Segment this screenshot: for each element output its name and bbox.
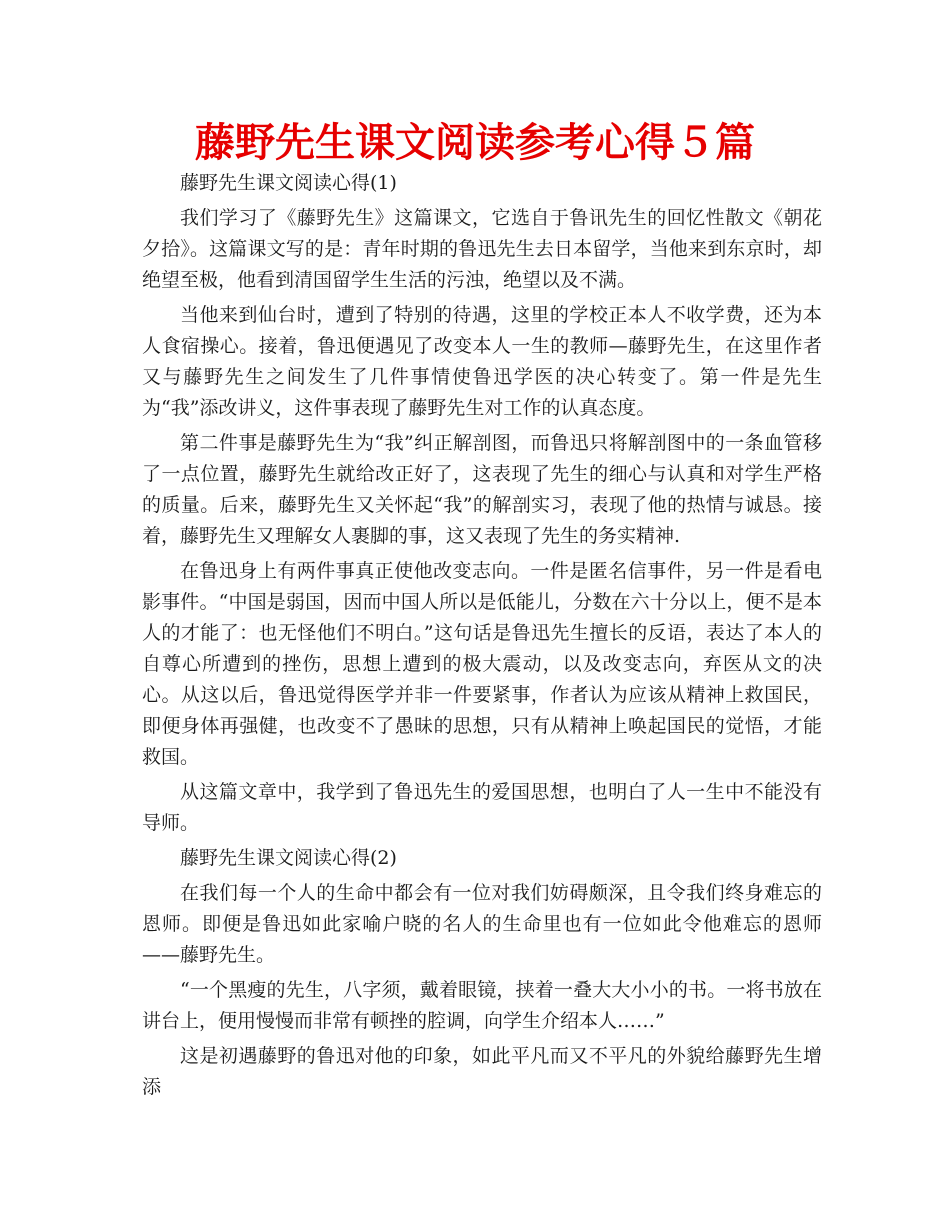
section-heading-2: 藤野先生课文阅读心得(2) (180, 847, 397, 869)
paragraph: 这是初遇藤野的鲁迅对他的印象，如此平凡而又不平凡的外貌给藤野先生增添 (142, 1045, 822, 1098)
paragraph: 在鲁迅身上有两件事真正使他改变志向。一件是匿名信事件，另一件是看电影事件。“中国是弱国，因而中国人所以是低能儿，分数在六十分以上，便不是本人的才能了：也无怪他们不明白。”这句话是鲁迅先生擅长的反语，表达了本人的自尊心所遭到的挫伤，思想上遭到的极大震动，以及改变志向，弃医从文的决心。从这以后，鲁迅觉得医学并非一件要紧事，作者认为应该从精神上救国民，即便身体再强健，也改变不了愚昧的思想，只有从精神上唤起国民的觉悟，才能救国。 (142, 560, 822, 768)
paragraph: 从这篇文章中，我学到了鲁迅先生的爱国思想，也明白了人一生中不能没有导师。 (142, 781, 822, 834)
section-heading-1: 藤野先生课文阅读心得(1) (180, 172, 397, 194)
document-title: 藤野先生课文阅读参考心得５篇 (195, 120, 755, 166)
document-body (142, 166, 822, 1105)
paragraph: 第二件事是藤野先生为“我”纠正解剖图，而鲁迅只将解剖图中的一条血管移了一点位置，藤野先生就给改正好了，这表现了先生的细心与认真和对学生严格的质量。后来，藤野先生又关怀起“我”的解剖实习，表现了他的热情与诚恳。接着，藤野先生又理解女人裹脚的事，这又表现了先生的务实精神. (142, 432, 822, 547)
paragraph: “一个黑瘦的先生，八字须，戴着眼镜，挟着一叠大大小小的书。一将书放在讲台上，便用慢慢而非常有顿挫的腔调，向学生介绍本人……” (142, 979, 822, 1032)
paragraph: 在我们每一个人的生命中都会有一位对我们妨碍颇深，且令我们终身难忘的恩师。即便是鲁迅如此家喻户晓的名人的生命里也有一位如此令他难忘的恩师——藤野先生。 (142, 882, 822, 966)
paragraph: 当他来到仙台时，遭到了特别的待遇，这里的学校正本人不收学费，还为本人食宿操心。接着，鲁迅便遇见了改变本人一生的教师—藤野先生，在这里作者又与藤野先生之间发生了几件事情使鲁迅学医的决心转变了。第一件是先生为“我”添改讲义，这件事表现了藤野先生对工作的认真态度。 (142, 304, 822, 419)
paragraph: 我们学习了《藤野先生》这篇课文，它选自于鲁讯先生的回忆性散文《朝花夕拾》。这篇课文写的是：青年时期的鲁迅先生去日本留学，当他来到东京时，却绝望至极，他看到清国留学生生活的污浊，绝望以及不满。 (142, 207, 822, 291)
